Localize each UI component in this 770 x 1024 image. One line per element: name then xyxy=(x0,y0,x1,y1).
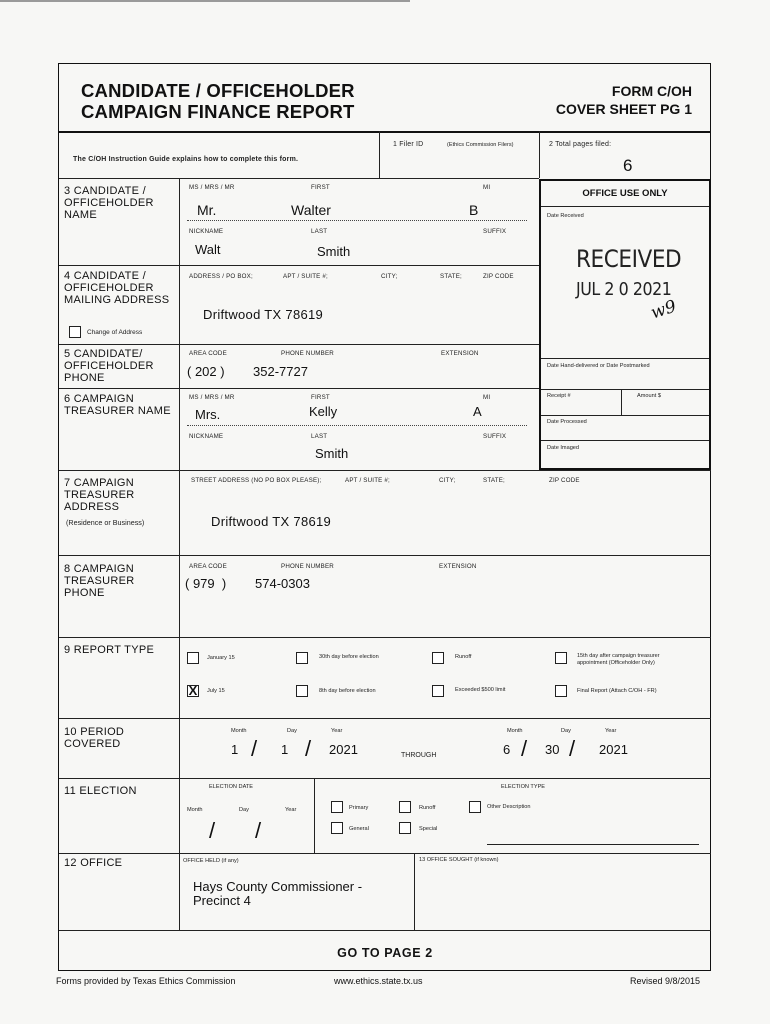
election-other-label: Other Description xyxy=(487,804,531,810)
section10-label: 10 PERIOD COVERED xyxy=(64,726,125,750)
election-year-label: Year xyxy=(285,807,297,813)
period-to-month: 6 xyxy=(503,742,511,757)
candidate-area-code: ( 202 ) xyxy=(187,364,225,379)
footer-left: Forms provided by Texas Ethics Commission xyxy=(56,976,236,986)
office-held-label: OFFICE HELD (if any) xyxy=(183,858,239,864)
candidate-title: Mr. xyxy=(197,202,217,218)
received-stamp: RECEIVED xyxy=(576,245,682,273)
through-label: THROUGH xyxy=(401,752,437,759)
election-special-checkbox[interactable] xyxy=(399,822,411,834)
from-year-label: Year xyxy=(331,728,343,734)
zip-label-7: ZIP CODE xyxy=(549,477,580,484)
filer-id-sublabel: (Ethics Commission Filers) xyxy=(447,142,514,148)
report-type-final-checkbox[interactable] xyxy=(555,685,567,697)
office-held-line1: Hays County Commissioner - xyxy=(193,879,363,894)
period-to-year: 2021 xyxy=(599,742,628,757)
ms-label-6: MS / MRS / MR xyxy=(189,394,235,401)
election-month-label: Month xyxy=(187,807,203,813)
received-stamp-date: JUL 2 0 2021 xyxy=(576,279,672,300)
section9-label: 9 REPORT TYPE xyxy=(64,644,155,656)
date-imaged-label: Date Imaged xyxy=(547,445,580,451)
phone-label: PHONE NUMBER xyxy=(281,350,334,357)
report-type-july-label: July 15 xyxy=(207,688,225,694)
period-from-month: 1 xyxy=(231,742,239,757)
city-label-7: CITY; xyxy=(439,477,456,484)
city-label: CITY; xyxy=(381,273,398,280)
treasurer-area-code: ( 979 ) xyxy=(185,576,227,591)
treasurer-last: Smith xyxy=(315,446,349,461)
area-code-label: AREA CODE xyxy=(189,350,227,357)
report-type-july-checkbox[interactable]: X xyxy=(188,683,198,698)
section12-label: 12 OFFICE xyxy=(64,857,123,869)
street-label: STREET ADDRESS (NO PO BOX PLEASE); xyxy=(191,477,322,484)
election-date-label: ELECTION DATE xyxy=(209,784,254,790)
section4-label: 4 CANDIDATE / OFFICEHOLDER MAILING ADDRESS xyxy=(64,270,170,306)
area-code-label-8: AREA CODE xyxy=(189,563,227,570)
last-label: LAST xyxy=(311,228,328,235)
candidate-first: Walter xyxy=(291,202,331,218)
section5-label: 5 CANDIDATE/ OFFICEHOLDER PHONE xyxy=(64,348,154,384)
apt-label: APT / SUITE #; xyxy=(283,273,328,280)
footer-url[interactable]: www.ethics.state.tx.us xyxy=(334,976,423,986)
election-runoff-label: Runoff xyxy=(419,805,436,811)
election-day-label: Day xyxy=(239,807,249,813)
form-page: COVER SHEET PG 1 xyxy=(555,101,692,117)
treasurer-phone: 574-0303 xyxy=(255,576,310,591)
nickname-label-6: NICKNAME xyxy=(189,433,224,440)
office-use-title: OFFICE USE ONLY xyxy=(582,188,668,199)
instruction-text: The C/OH Instruction Guide explains how to complete this form. xyxy=(73,156,299,163)
section6-label: 6 CAMPAIGN TREASURER NAME xyxy=(64,393,171,417)
candidate-address: Driftwood TX 78619 xyxy=(203,307,324,322)
report-type-runoff-checkbox[interactable] xyxy=(432,652,444,664)
last-label-6: LAST xyxy=(311,433,328,440)
section3-label: 3 CANDIDATE / OFFICEHOLDER NAME xyxy=(64,185,154,221)
treasurer-mi: A xyxy=(473,404,482,419)
report-type-runoff-label: Runoff xyxy=(455,654,472,660)
date-hand-delivered-label: Date Hand-delivered or Date Postmarked xyxy=(547,363,650,369)
report-type-january-checkbox[interactable] xyxy=(187,652,199,664)
report-type-8th-checkbox[interactable] xyxy=(296,685,308,697)
election-other-checkbox[interactable] xyxy=(469,801,481,813)
go-to-page-2: GO TO PAGE 2 xyxy=(337,946,433,960)
stamp-initials: w9 xyxy=(648,296,679,324)
suffix-label: SUFFIX xyxy=(483,228,507,235)
office-sought-label: 13 OFFICE SOUGHT (if known) xyxy=(419,857,499,863)
mi-label-6: MI xyxy=(483,394,491,401)
election-type-label: ELECTION TYPE xyxy=(501,784,546,790)
total-pages-label: 2 Total pages filed: xyxy=(549,141,612,148)
section8-label: 8 CAMPAIGN TREASURER PHONE xyxy=(64,563,135,599)
election-general-checkbox[interactable] xyxy=(331,822,343,834)
date-processed-label: Date Processed xyxy=(547,419,587,425)
amount-label: Amount $ xyxy=(637,393,661,399)
election-general-label: General xyxy=(349,826,369,832)
ms-label: MS / MRS / MR xyxy=(189,184,235,191)
extension-label-8: EXTENSION xyxy=(439,563,477,570)
section11-label: 11 ELECTION xyxy=(64,785,137,797)
first-label: FIRST xyxy=(311,184,330,191)
mi-label: MI xyxy=(483,184,491,191)
section7-label: 7 CAMPAIGN TREASURER ADDRESS xyxy=(64,477,135,513)
state-label-7: STATE; xyxy=(483,477,505,484)
change-of-address-checkbox[interactable] xyxy=(69,326,81,338)
office-held-line2: Precinct 4 xyxy=(193,893,251,908)
footer-revised: Revised 9/8/2015 xyxy=(630,976,701,986)
office-use-box xyxy=(539,179,711,470)
treasurer-first: Kelly xyxy=(309,404,338,419)
period-from-year: 2021 xyxy=(329,742,358,757)
cover-sheet-form: CANDIDATE / OFFICEHOLDER CAMPAIGN FINANCE REPORT FORM C/OH COVER SHEET PG 1 The C/OH Instruction Guide explains how to complete this form. 1 Filer ID (Ethics Commission Filers) 2 Total pages filed: 6 OFFICE USE ONLY Date Received RECEIVED JUL 2 0 2021 w9 Date Hand-delivered or Date Postmarked Receipt # Amount $ Date Processed Date Imaged 3 CANDIDATE / OFFICEHOLDER NAME MS / MRS / MR FIRST MI Mr. Walter B NICKNAME LAST SUFFIX Walt Smith 4 CANDIDATE / OFFICEHOLDER MAILING ADDRESS Change of Address ADDRESS / PO BOX; APT / SUITE #; CITY; STATE; ZIP CODE Driftwood TX 78619 5 CANDIDATE/ OFFICEHOLDER PHONE AREA CODE PHONE NUMBER EXTENSION ( 202 ) 352-7727 6 CAMPAIGN TREASURER NAME MS / MRS / MR FIRST MI Mrs. Kelly A NICKNAME LAST SUFFIX Smith 7 CAMPAIGN TREASURER ADDRESS (Residence or Business) STREET ADDRESS (NO PO BOX PLEASE); APT / SUITE #; CITY; STATE; ZIP CODE Driftwood TX 78619 8 CAMPAIGN TREASURER PHONE AREA CODE PHONE NUMBER EXTENSION ( 979 ) 574-0303 9 REPORT TYPE January 15 30th day before election Runoff 15th day after campaign treasurer appointment (Officeholder Only) X July 15 8th day before election Exceeded $500 limit Final Report (Attach C/OH - FR) 10 PERIOD COVERED Month Day Year Month Day Year 1 / 1 / 2021 THROUGH 6 / 30 / 2021 11 ELECTION ELECTION DATE ELECTION TYPE Month Day Year / / Primary Runoff Other Description General Special 12 OFFICE OFFICE HELD (if any) Hays County Commissioner - Precinct 4 13 OFFICE SOUGHT (if known) GO TO PAGE 2 xyxy=(58,63,711,971)
to-month-label: Month xyxy=(507,728,523,734)
from-day-label: Day xyxy=(287,728,297,734)
receipt-label: Receipt # xyxy=(547,393,571,399)
first-label-6: FIRST xyxy=(311,394,330,401)
report-type-final-label: Final Report (Attach C/OH - FR) xyxy=(577,688,657,694)
phone-label-8: PHONE NUMBER xyxy=(281,563,334,570)
report-type-15th-label: 15th day after campaign treasurer appointment (Officeholder Only) xyxy=(577,653,660,666)
candidate-mi: B xyxy=(469,202,479,218)
election-primary-label: Primary xyxy=(349,805,369,811)
zip-label: ZIP CODE xyxy=(483,273,514,280)
period-from-day: 1 xyxy=(281,742,289,757)
change-of-address-label: Change of Address xyxy=(87,329,143,336)
to-year-label: Year xyxy=(605,728,617,734)
report-type-15th-checkbox[interactable] xyxy=(555,652,567,664)
extension-label: EXTENSION xyxy=(441,350,479,357)
apt-label-7: APT / SUITE #; xyxy=(345,477,390,484)
form-title-line2: CAMPAIGN FINANCE REPORT xyxy=(81,101,355,122)
report-type-january-label: January 15 xyxy=(207,655,235,661)
candidate-phone: 352-7727 xyxy=(253,364,308,379)
date-received-label: Date Received xyxy=(547,213,584,219)
report-type-exceeded-checkbox[interactable] xyxy=(432,685,444,697)
candidate-last: Smith xyxy=(317,244,351,259)
section7-sublabel: (Residence or Business) xyxy=(66,518,145,527)
report-type-8th-label: 8th day before election xyxy=(319,688,376,694)
address-label: ADDRESS / PO BOX; xyxy=(189,273,253,280)
candidate-nickname: Walt xyxy=(195,242,221,257)
from-month-label: Month xyxy=(231,728,247,734)
form-id: FORM C/OH xyxy=(611,83,692,99)
treasurer-title: Mrs. xyxy=(195,407,221,422)
suffix-label-6: SUFFIX xyxy=(483,433,507,440)
nickname-label: NICKNAME xyxy=(189,228,224,235)
period-to-day: 30 xyxy=(545,742,560,757)
report-type-30th-checkbox[interactable] xyxy=(296,652,308,664)
to-day-label: Day xyxy=(561,728,571,734)
election-primary-checkbox[interactable] xyxy=(331,801,343,813)
election-special-label: Special xyxy=(419,826,438,832)
scan-edge-line xyxy=(0,0,410,2)
report-type-30th-label: 30th day before election xyxy=(319,654,379,660)
state-label: STATE; xyxy=(440,273,462,280)
form-title-line1: CANDIDATE / OFFICEHOLDER xyxy=(81,80,355,101)
total-pages-value: 6 xyxy=(623,156,633,175)
filer-id-label: 1 Filer ID xyxy=(393,141,424,148)
election-runoff-checkbox[interactable] xyxy=(399,801,411,813)
report-type-exceeded-label: Exceeded $500 limit xyxy=(455,687,506,693)
treasurer-address: Driftwood TX 78619 xyxy=(211,514,332,529)
